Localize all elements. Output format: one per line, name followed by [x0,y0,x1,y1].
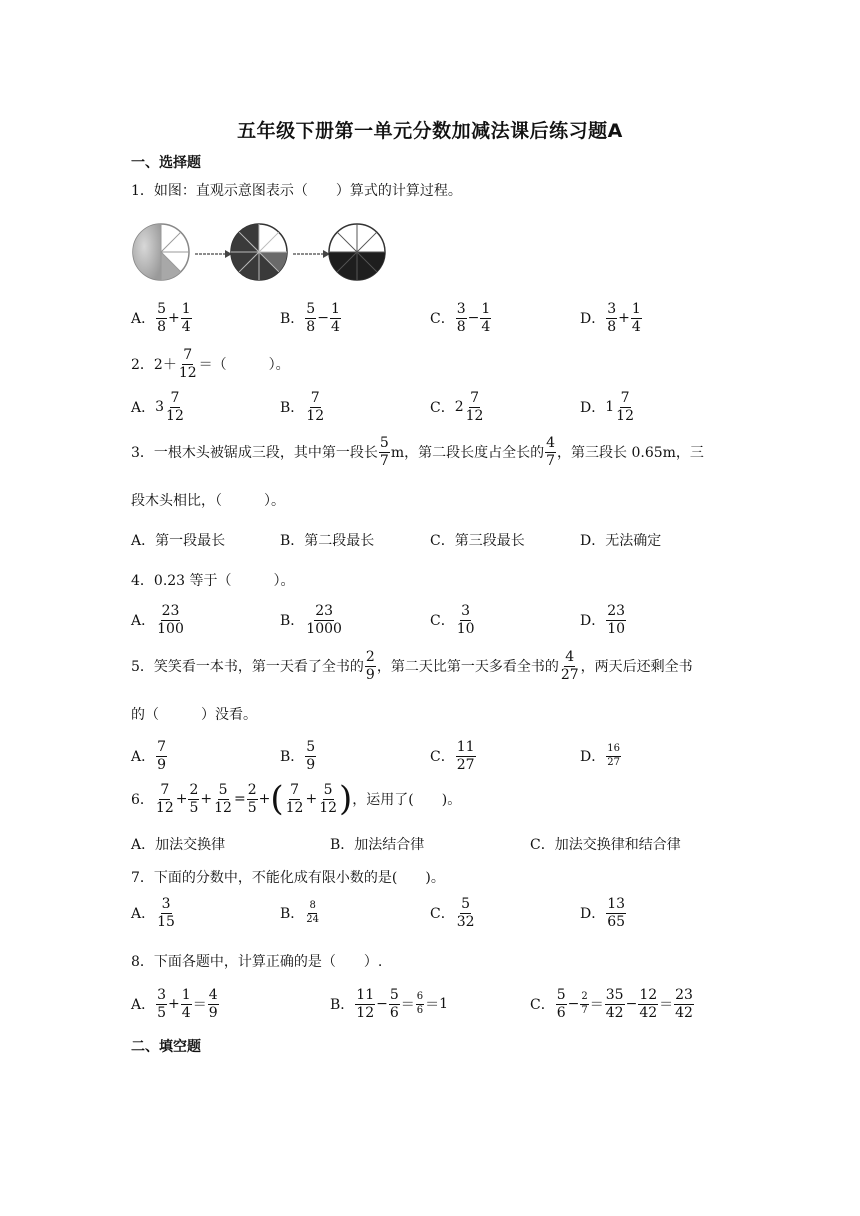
q4-option-d[interactable]: D． $\frac{23}{10}$ [580,603,626,637]
q2-option-c[interactable]: C．2 $\frac{7}{12}$ [430,390,484,424]
q4-option-b[interactable]: B． $\frac{23}{1000}$ [280,603,342,637]
section-heading-choice: 一、选择题 [131,155,201,171]
q2-option-b[interactable]: B． $\frac{7}{12}$ [280,390,325,424]
q3-option-a[interactable]: A．第一段最长 [131,533,226,549]
q2-option-a[interactable]: A．3 $\frac{7}{12}$ [131,390,184,424]
left-paren: ( [270,779,284,819]
section-heading-fill: 二、填空题 [131,1039,201,1055]
q3-option-c[interactable]: C．第三段最长 [430,533,525,549]
question-2: 2．2＋ $\frac{7}{12}$ ＝（ ）。 [131,347,290,381]
q7-option-a[interactable]: A． $\frac{3}{15}$ [131,896,175,930]
q7-option-b[interactable]: B． $\frac{8}{24}$ [280,900,320,925]
q6-option-a[interactable]: A．加法交换律 [131,837,226,853]
right-paren: ) [339,779,353,819]
question-6: 6． $\frac{7}{12}$ + $\frac{2}{5}$ + $\frac{5}{12}$ = $\frac{2}{5}$ +( $\frac{7}{12}$ + $\frac{5}{12}$ )，运用了( )。 [131,779,462,819]
q3-option-d[interactable]: D．无法确定 [580,533,662,549]
pie-2 [231,224,287,280]
pie-diagram-figure [131,219,391,285]
question-1: 1．如图：直观示意图表示（ ）算式的计算过程。 [131,183,462,199]
q4-option-a[interactable]: A． $\frac{23}{100}$ [131,603,184,637]
q5-option-b[interactable]: B． $\frac{5}{9}$ [280,739,316,773]
pie-1 [133,224,189,280]
q8-option-a[interactable]: A． $\frac{3}{5}$ + $\frac{1}{4}$ ＝ $\frac{4}{9}$ [131,987,218,1021]
q5-option-d[interactable]: D． $\frac{16}{27}$ [580,743,620,768]
question-7: 7．下面的分数中，不能化成有限小数的是( )。 [131,870,445,886]
q1-option-b[interactable]: B． $\frac{5}{8}$ − $\frac{1}{4}$ [280,301,340,335]
q3-option-b[interactable]: B．第二段最长 [280,533,375,549]
q7-option-d[interactable]: D． $\frac{13}{65}$ [580,896,626,930]
question-4: 4．0.23 等于（ ）。 [131,573,295,589]
page-title: 五年级下册第一单元分数加减法课后练习题A [237,120,623,142]
pie-diagram [131,219,391,285]
question-5: 5．笑笑看一本书，第一天看了全书的 $\frac{2}{9}$ ，第二天比第一天多看全书的 $\frac{4}{27}$ ，两天后还剩全书 [131,649,693,683]
pie-3 [329,224,385,280]
q8-option-c[interactable]: C． $\frac{5}{6}$ − $\frac{2}{7}$ ＝ $\frac{35}{42}$ − $\frac{12}{42}$ ＝ $\frac{23}{42}$ [530,987,693,1021]
q6-option-b[interactable]: B．加法结合律 [330,837,425,853]
q5-option-c[interactable]: C． $\frac{11}{27}$ [430,739,475,773]
q5-option-a[interactable]: A． $\frac{7}{9}$ [131,739,167,773]
question-3: 3．一根木头被锯成三段，其中第一段长 $\frac{5}{7}$ m，第二段长度占全长的 $\frac{4}{7}$ ，第三段长 0.65m，三 [131,435,704,469]
q7-option-c[interactable]: C． $\frac{5}{32}$ [430,896,475,930]
q1-option-c[interactable]: C． $\frac{3}{8}$ − $\frac{1}{4}$ [430,301,491,335]
q1-option-d[interactable]: D． $\frac{3}{8}$ + $\frac{1}{4}$ [580,301,641,335]
q4-option-c[interactable]: C． $\frac{3}{10}$ [430,603,475,637]
q1-option-a[interactable]: A． $\frac{5}{8}$ + $\frac{1}{4}$ [131,301,191,335]
q2-option-d[interactable]: D．1 $\frac{7}{12}$ [580,390,634,424]
q8-option-b[interactable]: B． $\frac{11}{12}$ − $\frac{5}{6}$ ＝ $\frac{6}{6}$ ＝1 [330,987,449,1021]
question-5-line2: 的（ ）没看。 [131,707,257,723]
question-8: 8．下面各题中，计算正确的是（ ）. [131,954,383,970]
q6-option-c[interactable]: C．加法交换律和结合律 [530,837,681,853]
question-3-line2: 段木头相比，（ ）。 [131,493,285,509]
